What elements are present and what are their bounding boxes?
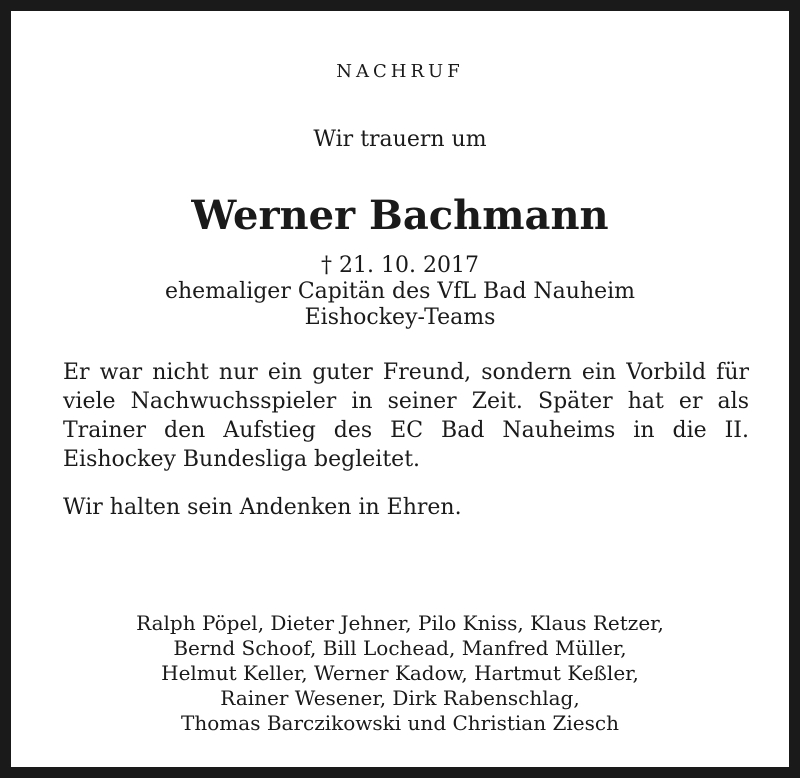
deceased-name: Werner Bachmann (191, 192, 609, 239)
deceased-details (11, 253, 789, 331)
tribute-paragraph: Er war nicht nur ein guter Freund, sondern ein Vorbild für viele Nachwuchsspieler in seiner Zeit. Später hat er als Trainer den Aufstieg des EC Bad Nauheims in die II. Eishockey Bundesliga begleitet. (63, 360, 749, 472)
signer-line: Helmut Keller, Werner Kadow, Hartmut Keßler, (161, 661, 639, 685)
signer-line: Ralph Pöpel, Dieter Jehner, Pilo Kniss, Klaus Retzer, (136, 611, 664, 635)
role-line: Eishockey-Teams (304, 305, 496, 330)
role-line: ehemaliger Capitän des VfL Bad Nauheim (164, 279, 636, 304)
signer-line: Thomas Barczikowski und Christian Ziesch (181, 711, 619, 735)
closing-paragraph: Wir halten sein Andenken in Ehren. (63, 495, 462, 520)
notice-heading: NACHRUF (336, 61, 464, 82)
signers-list (11, 611, 789, 736)
signer-line: Bernd Schoof, Bill Lochead, Manfred Müller, (173, 636, 627, 660)
death-date: † 21. 10. 2017 (321, 253, 479, 278)
signer-line: Rainer Wesener, Dirk Rabenschlag, (220, 686, 580, 710)
intro-line: Wir trauern um (313, 127, 487, 152)
